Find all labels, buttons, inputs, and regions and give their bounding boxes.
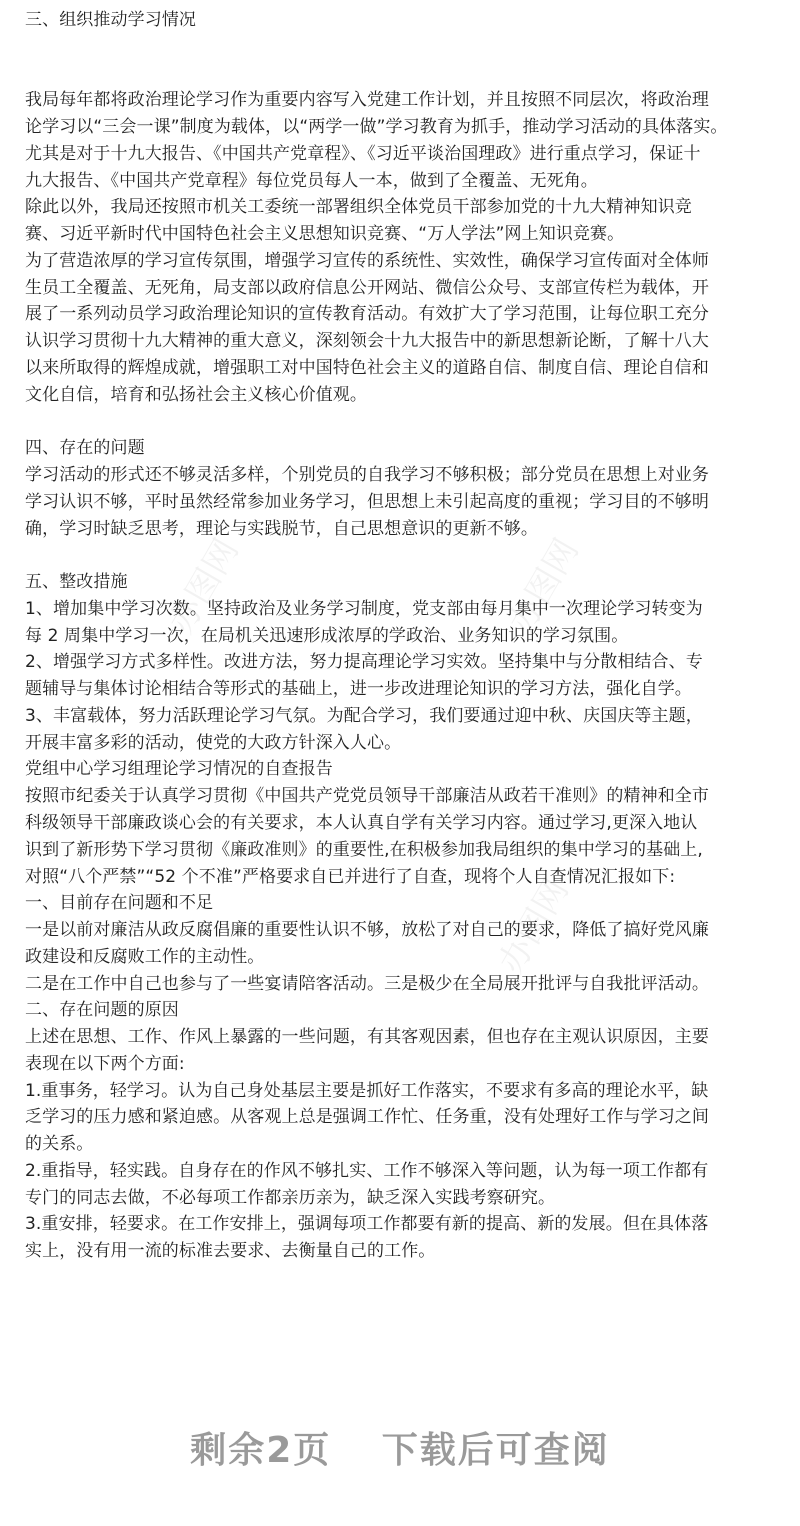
text-line: 科级领导干部廉政谈心会的有关要求，本人认真自学有关学习内容。通过学习,更深入地认 xyxy=(25,812,698,833)
text-line: 2、增强学习方式多样性。改进方法，努力提高理论学习实效。坚持集中与分散相结合、专 xyxy=(25,652,703,673)
text-line: 展了一系列动员学习政治理论知识的宣传教育活动。有效扩大了学习范围，让每位职工充分 xyxy=(25,304,709,325)
text-line: 3、丰富载体，努力活跃理论学习气氛。为配合学习，我们要通过迎中秋、庆国庆等主题， xyxy=(25,705,703,726)
text-line: 2.重指导，轻实践。自身存在的作风不够扎实、工作不够深入等问题，认为每一项工作都有 xyxy=(25,1160,709,1181)
text-line: 五、整改措施 xyxy=(25,572,128,593)
document-body xyxy=(25,7,790,1265)
blank-line xyxy=(25,408,790,435)
watermark: 办图网 xyxy=(491,872,577,981)
text-line: 论学习以“三会一课”制度为载体，以“两学一做”学习教育为抓手，推动学习活动的具体落实。 xyxy=(25,117,728,138)
text-line: 按照市纪委关于认真学习贯彻《中国共产党党员领导干部廉洁从政若干准则》的精神和全市 xyxy=(25,786,709,807)
download-prompt[interactable] xyxy=(0,1422,800,1473)
text-line: 1.重事务，轻学习。认为自己身处基层主要是抓好工作落实，不要求有多高的理论水平，缺 xyxy=(25,1080,709,1101)
text-line: 我局每年都将政治理论学习作为重要内容写入党建工作计划，并且按照不同层次，将政治理 xyxy=(25,90,709,111)
text-line: 1、增加集中学习次数。坚持政治及业务学习制度，党支部由每月集中一次理论学习转变为 xyxy=(25,598,703,619)
watermark: 办图网 xyxy=(161,532,247,641)
text-line: 的关系。 xyxy=(25,1134,94,1155)
text-line: 除此以外，我局还按照市机关工委统一部署组织全体党员干部参加党的十九大精神知识竞 xyxy=(25,197,692,218)
watermark: 办图网 xyxy=(501,532,587,641)
text-line: 一是以前对廉洁从政反腐倡廉的重要性认识不够，放松了对自己的要求，降低了搞好党风廉 xyxy=(25,920,709,941)
text-line: 政建设和反腐败工作的主动性。 xyxy=(25,946,265,967)
text-line: 九大报告、《中国共产党章程》每位党员每人一本，做到了全覆盖、无死角。 xyxy=(25,170,598,191)
text-line: 为了营造浓厚的学习宣传氛围，增强学习宣传的系统性、实效性，确保学习宣传面对全体师 xyxy=(25,250,709,271)
text-line: 学习认识不够，平时虽然经常参加业务学习，但思想上未引起高度的重视；学习目的不够明 xyxy=(25,491,709,512)
blank-line xyxy=(25,34,790,61)
text-line: 二是在工作中自己也参与了一些宴请陪客活动。三是极少在全局展开批评与自我批评活动。 xyxy=(25,973,709,994)
text-line: 三、组织推动学习情况 xyxy=(25,10,196,30)
text-line: 二、存在问题的原因 xyxy=(25,1000,179,1021)
text-line: 识到了新形势下学习贯彻《廉政准则》的重要性,在积极参加我局组织的集中学习的基础上, xyxy=(25,839,703,860)
text-line: 生员工全覆盖、无死角，局支部以政府信息公开网站、微信公众号、支部宣传栏为载体，开 xyxy=(25,277,709,298)
text-line: 开展丰富多彩的活动，使党的大政方针深入人心。 xyxy=(25,732,402,753)
text-line: 专门的同志去做，不必每项工作都亲历亲为，缺乏深入实践考察研究。 xyxy=(25,1187,556,1208)
text-line: 文化自信，培育和弘扬社会主义核心价值观。 xyxy=(25,384,367,405)
text-line: 3.重安排，轻要求。在工作安排上，强调每项工作都要有新的提高、新的发展。但在具体落 xyxy=(25,1214,709,1235)
text-line: 乏学习的压力感和紧迫感。从客观上总是强调工作忙、任务重，没有处理好工作与学习之间 xyxy=(25,1107,709,1128)
remaining-pages-text: 剩余2页 xyxy=(190,1430,332,1471)
text-line: 尤其是对于十九大报告、《中国共产党章程》、《习近平谈治国理政》进行重点学习，保证十 xyxy=(25,143,701,164)
text-line: 认识学习贯彻十九大精神的重大意义，深刻领会十九大报告中的新思想新论断，了解十八大 xyxy=(25,331,709,352)
text-line: 每 2 周集中学习一次，在局机关迅速形成浓厚的学政治、业务知识的学习氛围。 xyxy=(25,625,629,646)
text-line: 学习活动的形式还不够灵活多样，个别党员的自我学习不够积极；部分党员在思想上对业务 xyxy=(25,465,709,486)
download-to-view-text: 下载后可查阅 xyxy=(381,1430,610,1471)
text-line: 题辅导与集体讨论相结合等形式的基础上，进一步改进理论知识的学习方法，强化自学。 xyxy=(25,679,692,700)
text-line: 四、存在的问题 xyxy=(25,438,145,459)
text-line: 实上，没有用一流的标准去要求、去衡量自己的工作。 xyxy=(25,1241,436,1262)
blank-line xyxy=(25,61,790,88)
text-line: 上述在思想、工作、作风上暴露的一些问题，有其客观因素，但也存在主观认识原因，主要 xyxy=(25,1027,709,1048)
text-line: 党组中心学习组理论学习情况的自查报告 xyxy=(25,759,333,780)
text-line: 赛、习近平新时代中国特色社会主义思想知识竞赛、“万人学法”网上知识竞赛。 xyxy=(25,224,625,245)
text-line: 以来所取得的辉煌成就，增强职工对中国特色社会主义的道路自信、制度自信、理论自信和 xyxy=(25,357,709,378)
text-line: 确，学习时缺乏思考，理论与实践脱节，自己思想意识的更新不够。 xyxy=(25,518,538,539)
text-line: 表现在以下两个方面: xyxy=(25,1053,185,1074)
text-line: 对照“八个严禁”“52 个不准”严格要求自已并进行了自查，现将个人自查情况汇报如下: xyxy=(25,866,676,887)
text-line: 一、目前存在问题和不足 xyxy=(25,893,214,914)
blank-line xyxy=(25,542,790,569)
